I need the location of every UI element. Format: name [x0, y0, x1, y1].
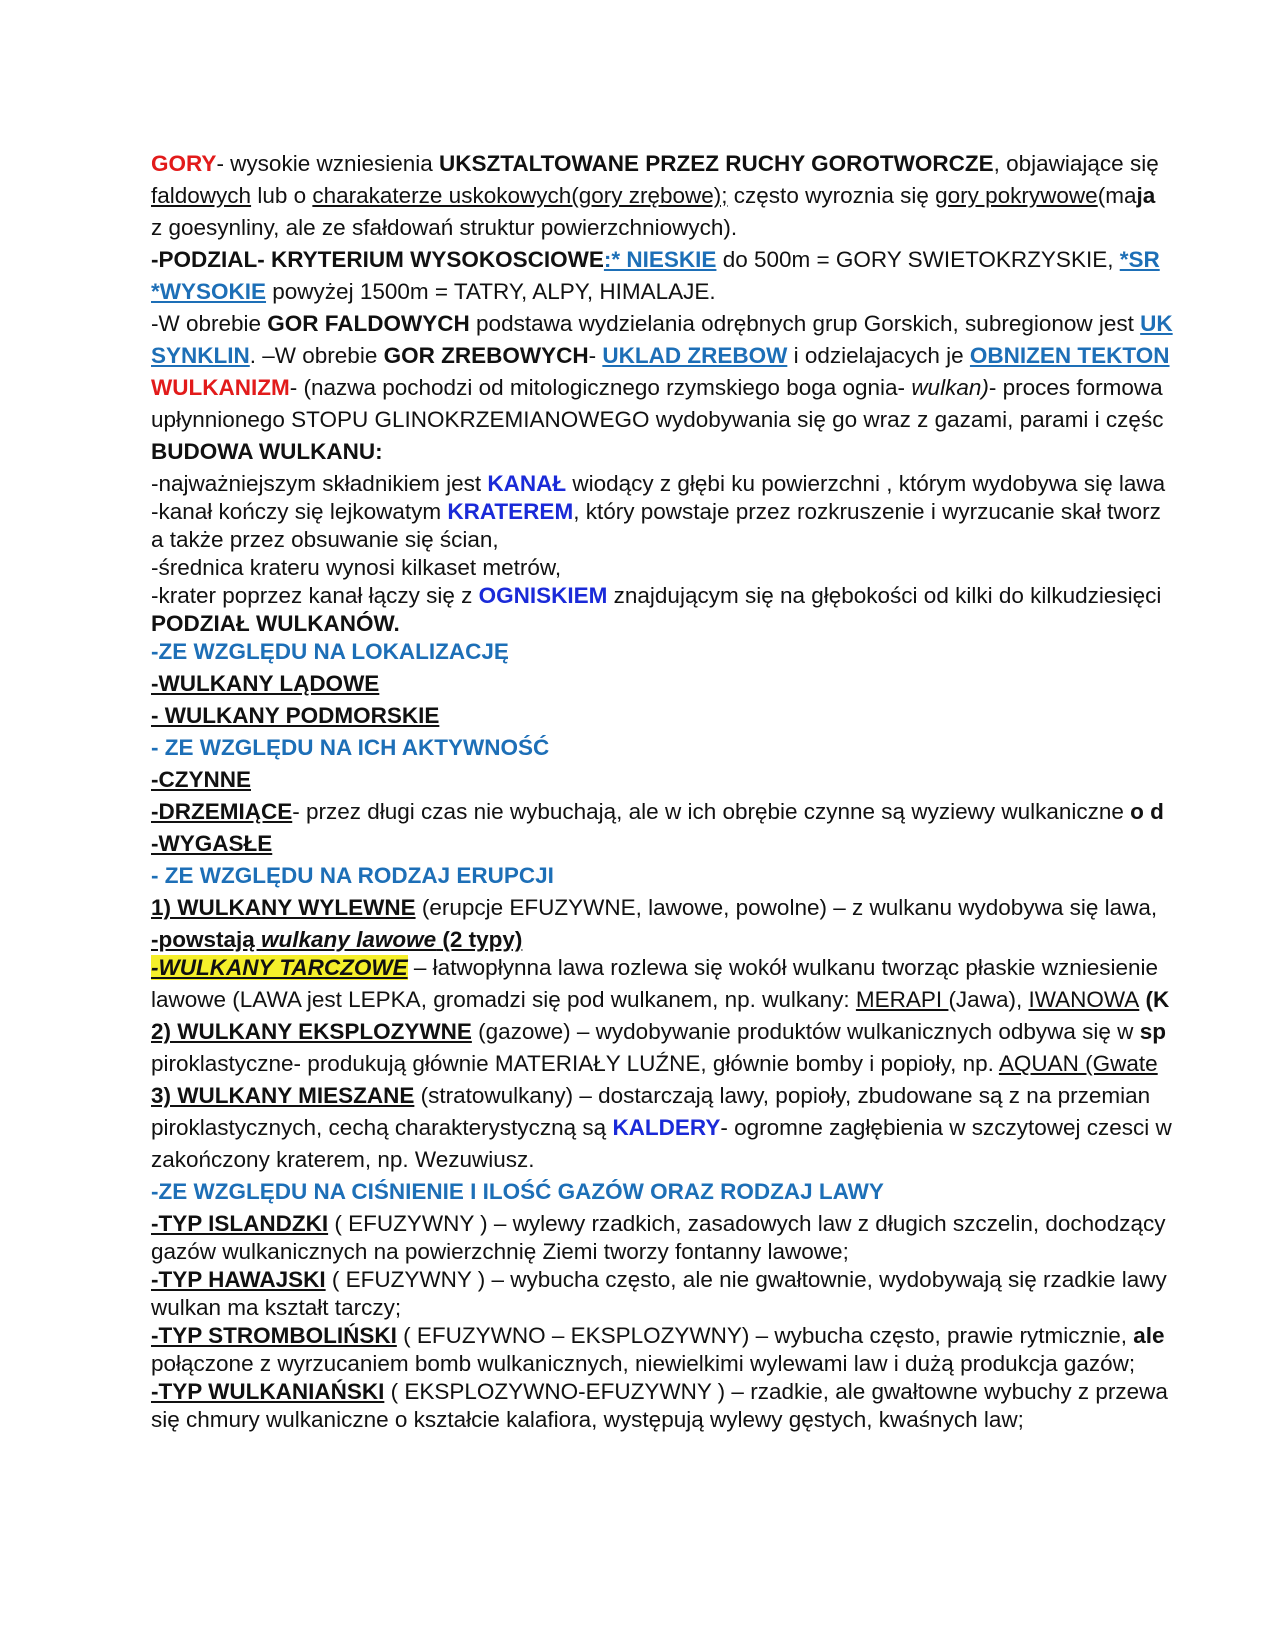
text-run: powyżej 1500m = TATRY, ALPY, HIMALAJE.	[266, 279, 716, 304]
typ-islandzki-line	[151, 1210, 1165, 1238]
text-run: -średnica krateru wynosi kilkaset metrów,	[151, 555, 562, 580]
text-run: lub o	[251, 183, 313, 208]
typ-hawajski-line	[151, 1266, 1167, 1294]
italic-phrase: wulkany lawowe	[261, 927, 437, 952]
blue-underlined-term: :* NIESKIE	[603, 247, 717, 272]
underlined-term: IWANOWA	[1028, 987, 1140, 1012]
text-line	[151, 1238, 849, 1266]
text-run: (Jawa),	[948, 987, 1029, 1012]
podzial-line	[151, 246, 1160, 274]
text-run: (stratowulkany) – dostarczają lawy, popioły, zbudowane są z na przemian	[414, 1083, 1151, 1108]
underlined-term: faldowych	[151, 183, 252, 208]
subheading-text: - ZE WZGLĘDU NA RODZAJ ERUPCJI	[151, 863, 554, 888]
text-run: gazów wulkanicznych na powierzchnię Ziemi tworzy fontanny lawowe;	[151, 1239, 849, 1264]
text-run: często wyroznia się	[727, 183, 936, 208]
text-run: połączone z wyrzucaniem bomb wulkanicznych, niewielkimi wylewami law i dużą produkcja gazów;	[151, 1351, 1136, 1376]
blue-underlined-term: *SR	[1119, 247, 1160, 272]
text-line	[151, 214, 737, 242]
list-item	[151, 670, 379, 698]
drzemiace-line	[151, 798, 1164, 826]
typ-strombolinski-line	[151, 1322, 1165, 1350]
underlined-term: MERAPI	[855, 987, 949, 1012]
term-krater: KRATEREM	[447, 499, 574, 524]
text-run: znajdującym się na głębokości od kilki do kilkudziesięci	[607, 583, 1162, 608]
text-run: wulkan ma kształt tarczy;	[151, 1295, 402, 1320]
blue-underlined-term: UKLAD ZREBOW	[602, 343, 788, 368]
text-run: piroklastyczne- produkują głównie MATERIAŁY LUŹNE, głównie bomby i popioły, np.	[151, 1051, 999, 1076]
underlined-term: AQUAN (Gwate	[998, 1051, 1158, 1076]
blue-underlined-term: SYNKLIN	[151, 343, 250, 368]
underlined-term: -TYP WULKANIAŃSKI	[151, 1379, 385, 1404]
subheading-text: -ZE WZGLĘDU NA LOKALIZACJĘ	[151, 639, 509, 664]
eksplozywne-line	[151, 1018, 1166, 1046]
text-line	[151, 1406, 1024, 1434]
bold-phrase: (K	[1139, 987, 1170, 1012]
term-kaldery: KALDERY	[612, 1115, 721, 1140]
text-run: i odzielajacych je	[787, 343, 970, 368]
piroklastyczne-line	[151, 1050, 1158, 1078]
bold-phrase: o d	[1130, 799, 1164, 824]
krater-line	[151, 498, 1161, 526]
underlined-term: gory pokrywowe	[935, 183, 1098, 208]
text-line	[151, 406, 1163, 434]
text-line	[151, 1146, 535, 1174]
blue-underlined-term: UK	[1140, 311, 1173, 336]
gory-definition-line	[151, 150, 1159, 178]
text-line	[151, 1294, 401, 1322]
subheading-cisnienie	[151, 1178, 884, 1206]
text-run: z goesynliny, ale ze sfałdowań struktur powierzchniowych).	[151, 215, 738, 240]
blue-underlined-term: OBNIZEN TEKTON	[969, 343, 1170, 368]
bold-phrase: sp	[1139, 1019, 1166, 1044]
subheading-lokalizacja	[151, 638, 509, 666]
text-run: upłynnionego STOPU GLINOKRZEMIANOWEGO wydobywania się go wraz z gazami, parami i częśc	[151, 407, 1164, 432]
kaldery-line	[151, 1114, 1172, 1142]
list-item-text: -CZYNNE	[151, 767, 251, 792]
bold-phrase: GOR ZREBOWYCH	[383, 343, 589, 368]
tarczowe-line	[151, 954, 1158, 982]
text-run: (2 typy)	[436, 927, 523, 952]
text-run: -kanał kończy się lejkowatym	[151, 499, 448, 524]
text-run: (gazowe) – wydobywanie produktów wulkanicznych odbywa się w	[471, 1019, 1140, 1044]
mieszane-line	[151, 1082, 1150, 1110]
term-kanal: KANAŁ	[487, 471, 567, 496]
highlighted-term: -WULKANY TARCZOWE	[151, 955, 408, 980]
underlined-term: -TYP STROMBOLIŃSKI	[151, 1323, 397, 1348]
underlined-term: -TYP HAWAJSKI	[151, 1267, 326, 1292]
text-run: -W obrebie	[151, 311, 268, 336]
underlined-term: -TYP ISLANDZKI	[151, 1211, 329, 1236]
list-item	[151, 702, 439, 730]
list-item-text: -WYGASŁE	[151, 831, 273, 856]
text-run: , który powstaje przez rozkruszenie i wyrzucanie skał tworz	[573, 499, 1161, 524]
subheading-text: - ZE WZGLĘDU NA ICH AKTYWNOŚĆ	[151, 735, 550, 760]
heading-text: PODZIAŁ WULKANÓW.	[151, 611, 400, 636]
ognisko-line	[151, 582, 1161, 610]
subheading-aktywnosc	[151, 734, 549, 762]
underlined-term: 3) WULKANY MIESZANE	[151, 1083, 415, 1108]
gory-types-line	[151, 182, 1155, 210]
underlined-term: charakaterze uskokowych(gory zrębowe);	[312, 183, 728, 208]
text-run: ( EKSPLOZYWNO-EFUZYWNY ) – rzadkie, ale gwałtowne wybuchy z przewa	[384, 1379, 1168, 1404]
wylewne-line	[151, 894, 1157, 922]
text-run: -krater poprzez kanał łączy się z	[151, 583, 479, 608]
powstaja-line	[151, 926, 522, 954]
blue-underlined-term: *WYSOKIE	[151, 279, 267, 304]
text-run: , objawiające się	[993, 151, 1159, 176]
text-run: a także przez obsuwanie się ścian,	[151, 527, 499, 552]
heading-text: BUDOWA WULKANU:	[151, 439, 383, 464]
gory-faldowe-line	[151, 310, 1173, 338]
italic-phrase: wulkan)	[911, 375, 989, 400]
text-line	[151, 1350, 1135, 1378]
heading-podzial-wulkanow	[151, 610, 400, 638]
underlined-term: 1) WULKANY WYLEWNE	[151, 895, 416, 920]
text-run: - ogromne zagłębienia w szczytowej czesci w	[720, 1115, 1172, 1140]
text-run: (erupcje EFUZYWNE, lawowe, powolne) – z wulkanu wydobywa się lawa,	[415, 895, 1158, 920]
text-run: ( EFUZYWNO – EKSPLOZYWNY) – wybucha często, prawie rytmicznie,	[396, 1323, 1134, 1348]
text-run: . –W obrebie	[249, 343, 384, 368]
wysokie-line	[151, 278, 716, 306]
text-line	[151, 554, 561, 582]
text-run: - wysokie wzniesienia	[216, 151, 440, 176]
text-run: -najważniejszym składnikiem jest	[151, 471, 488, 496]
underlined-term: 2) WULKANY EKSPLOZYWNE	[151, 1019, 472, 1044]
subheading-text: -ZE WZGLĘDU NA CIŚNIENIE I ILOŚĆ GAZÓW ORAZ RODZAJ LAWY	[151, 1179, 884, 1204]
text-run: ( EFUZYWNY ) – wylewy rzadkich, zasadowych law z długich szczelin, dochodzący	[328, 1211, 1166, 1236]
bold-phrase: GOR FALDOWYCH	[267, 311, 470, 336]
term-wulkanizm: WULKANIZM	[151, 375, 290, 400]
term-gory: GORY	[151, 151, 217, 176]
kanal-line	[151, 470, 1165, 498]
list-item-text: -WULKANY LĄDOWE	[151, 671, 380, 696]
text-run: - proces formowa	[988, 375, 1163, 400]
typ-wulkanianski-line	[151, 1378, 1168, 1406]
text-run: się chmury wulkaniczne o kształcie kalafiora, występują wylewy gęstych, kwaśnych law;	[151, 1407, 1024, 1432]
bold-phrase: ale	[1133, 1323, 1165, 1348]
text-run: podstawa wydzielania odrębnych grup Gorskich, subregionow jest	[469, 311, 1141, 336]
underlined-term: -DRZEMIĄCE	[151, 799, 293, 824]
heading-budowa	[151, 438, 383, 466]
subheading-erupcja	[151, 862, 554, 890]
list-item	[151, 766, 251, 794]
text-run: piroklastycznych, cechą charakterystyczną są	[151, 1115, 613, 1140]
list-item-text: - WULKANY PODMORSKIE	[151, 703, 440, 728]
gory-zrebowe-line	[151, 342, 1170, 370]
term-ognisko: OGNISKIEM	[478, 583, 608, 608]
text-run: do 500m = GORY SWIETOKRZYSKIE,	[716, 247, 1120, 272]
text-run: -powstają	[151, 927, 262, 952]
bold-phrase: UKSZTALTOWANE PRZEZ RUCHY GOROTWORCZE	[439, 151, 994, 176]
text-run: (ma	[1097, 183, 1137, 208]
text-run: wiodący z głębi ku powierzchni , którym wydobywa się lawa	[566, 471, 1166, 496]
lawowe-line	[151, 986, 1169, 1014]
bold-phrase: ja	[1136, 183, 1156, 208]
text-run: lawowe (LAWA jest LEPKA, gromadzi się pod wulkanem, np. wulkany:	[151, 987, 856, 1012]
text-line	[151, 526, 499, 554]
wulkanizm-line	[151, 374, 1163, 402]
text-run: - (nazwa pochodzi od mitologicznego rzymskiego boga ognia-	[289, 375, 912, 400]
bold-phrase: -PODZIAL- KRYTERIUM WYSOKOSCIOWE	[151, 247, 604, 272]
text-run: – łatwopłynna lawa rozlewa się wokół wulkanu tworząc płaskie wzniesienie	[407, 955, 1159, 980]
text-run: -	[588, 343, 603, 368]
list-item	[151, 830, 272, 858]
text-run: ( EFUZYWNY ) – wybucha często, ale nie gwałtownie, wydobywają się rzadkie lawy	[325, 1267, 1167, 1292]
text-run: zakończony kraterem, np. Wezuwiusz.	[151, 1147, 535, 1172]
text-run: - przez długi czas nie wybuchają, ale w ich obrębie czynne są wyziewy wulkaniczne	[292, 799, 1131, 824]
